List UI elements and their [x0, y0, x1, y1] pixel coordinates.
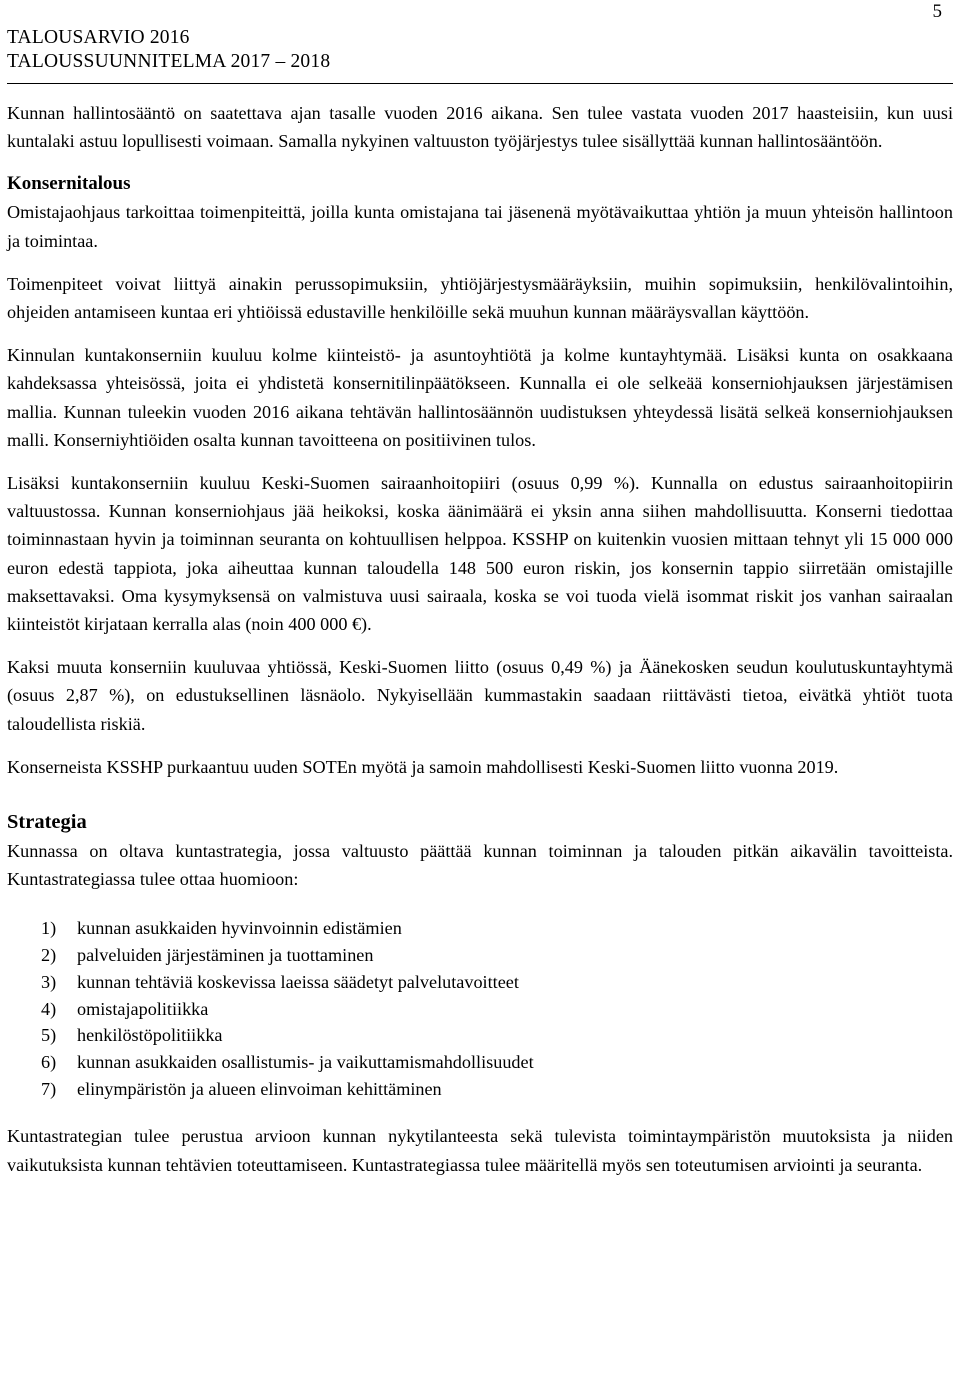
- paragraph-perustuminen: Kuntastrategian tulee perustua arvioon kunnan nykytilanteesta sekä tulevista toimintaympäristön muutoksista ja niiden vaikutuksista kunnan tehtävien toteuttamiseen. Kuntastrategiassa tulee määritellä myös sen toteutumisen arviointi ja seuranta.: [7, 1126, 953, 1175]
- running-header: [7, 26, 330, 74]
- list-item: [7, 969, 953, 996]
- page-number: 5: [932, 1, 942, 22]
- list-item-number: 3): [41, 971, 57, 992]
- list-item-text: elinympäristön ja alueen elinvoiman kehittäminen: [77, 1078, 442, 1099]
- list-item-text: omistajapolitiikka: [77, 998, 209, 1019]
- list-item: [7, 942, 953, 969]
- heading-konsernitalous: Konsernitalous: [7, 173, 131, 195]
- list-item: [7, 1076, 953, 1103]
- paragraph-kuntastrategia: Kunnassa on oltava kuntastrategia, jossa valtuusto päättää kunnan toiminnan ja talouden pitkän aikavälin tavoitteista. Kuntastrategiassa tulee ottaa huomioon:: [7, 841, 953, 890]
- header-title-line1: TALOUSARVIO 2016: [7, 27, 190, 48]
- paragraph-omistajaohjaus: Omistajaohjaus tarkoittaa toimenpiteittä, joilla kunta omistajana tai jäsenenä myötävaikuttaa yhtiön ja muun yhteisön hallintoon ja toimintaa.: [7, 202, 953, 251]
- strategy-list: [7, 915, 953, 1102]
- list-item: [7, 915, 953, 942]
- list-item-number: 7): [41, 1078, 57, 1099]
- paragraph-muut-yhtiot: Kaksi muuta konserniin kuuluvaa yhtiössä, Keski-Suomen liitto (osuus 0,49 %) ja Äänekosken seudun koulutuskuntayhtymä (osuus 2,87 %), on edustuksellinen läsnäolo. Nykyisellään kummastakin saadaan riittävästi tietoa, eivätkä yhtiöt tuota taloudellista riskiä.: [7, 657, 953, 734]
- header-title-line2: TALOUSSUUNNITELMA 2017 – 2018: [7, 51, 331, 72]
- paragraph-sairaanhoitopiiri: Lisäksi kuntakonserniin kuuluu Keski-Suomen sairaanhoitopiiri (osuus 0,99 %). Kunnalla on edustus sairaanhoitopiirin valtuustossa. Kunnan konserniohjaus jää heikoksi, koska äänimäärä ei yksin anna siihen mahdollisuutta. Konserni tiedottaa toiminnastaan hyvin ja toiminnan seuranta on kohtuullisen helppoa. KSSHP on kuitenkin vuosien mittaan tehnyt yli 15 000 000 euron edestä tappiota, joka aiheuttaa kunnan taloudella 148 500 euron riskin, jos konsernin tappio siirretään omistajille maksettavaksi. Oma kysymyksensä on valmistuva uusi sairaala, koska se voi tuoda vielä isommat riskit jos vanhan sairaalan kiinteistöt kirjataan kerralla alas (noin 400 000 €).: [7, 473, 953, 635]
- paragraph-kuntakonserni: Kinnulan kuntakonserniin kuuluu kolme kiinteistö- ja asuntoyhtiötä ja kolme kuntayhtymää. Lisäksi kunta on osakkaana kahdeksassa yhteisössä, joita ei yhdistetä konsernitilinpäätökseen. Kunnalla ei ole selkeää konserniohjauksen järjestämisen mallia. Kunnan tuleekin vuoden 2016 aikana tehtävän hallintosäännön uudistuksen yhteydessä lisätä selkeä konserniohjauksen malli. Konserniyhtiöiden osalta kunnan tavoitteena on positiivinen tulos.: [7, 345, 953, 450]
- list-item-text: henkilöstöpolitiikka: [77, 1025, 223, 1046]
- list-item-number: 1): [41, 918, 57, 939]
- list-item-number: 4): [41, 998, 57, 1019]
- list-item: [7, 1049, 953, 1076]
- list-item-text: kunnan asukkaiden hyvinvoinnin edistämien: [77, 918, 402, 939]
- list-item: [7, 1022, 953, 1049]
- list-item-text: kunnan tehtäviä koskevissa laeissa säädetyt palvelutavoitteet: [77, 971, 519, 992]
- heading-strategia: Strategia: [7, 811, 87, 834]
- list-item-number: 2): [41, 945, 57, 966]
- paragraph-hallintosaanto: Kunnan hallintosääntö on saatettava ajan tasalle vuoden 2016 aikana. Sen tulee vastata vuoden 2017 haasteisiin, kun uusi kuntalaki astuu lopullisesti voimaan. Samalla nykyinen valtuuston työjärjestys tulee sisällyttää kunnan hallintosääntöön.: [7, 103, 953, 152]
- document-body: [7, 99, 953, 1179]
- list-item-text: kunnan asukkaiden osallistumis- ja vaikuttamismahdollisuudet: [77, 1051, 534, 1072]
- header-divider: [7, 83, 953, 84]
- list-item: [7, 996, 953, 1023]
- paragraph-toimenpiteet: Toimenpiteet voivat liittyä ainakin perussopimuksiin, yhtiöjärjestysmääräyksiin, muihin sopimuksiin, henkilövalintoihin, ohjeiden antamiseen kuntaa eri yhtiöissä edustaville henkilöille sekä muuhun kunnan määräysvallan käyttöön.: [7, 273, 953, 323]
- paragraph-purkaantuminen: Konserneista KSSHP purkaantuu uuden SOTEn myötä ja samoin mahdollisesti Keski-Suomen liitto vuonna 2019.: [7, 756, 839, 777]
- list-item-number: 5): [41, 1025, 57, 1046]
- list-item-text: palveluiden järjestäminen ja tuottaminen: [77, 945, 374, 966]
- list-item-number: 6): [41, 1051, 57, 1072]
